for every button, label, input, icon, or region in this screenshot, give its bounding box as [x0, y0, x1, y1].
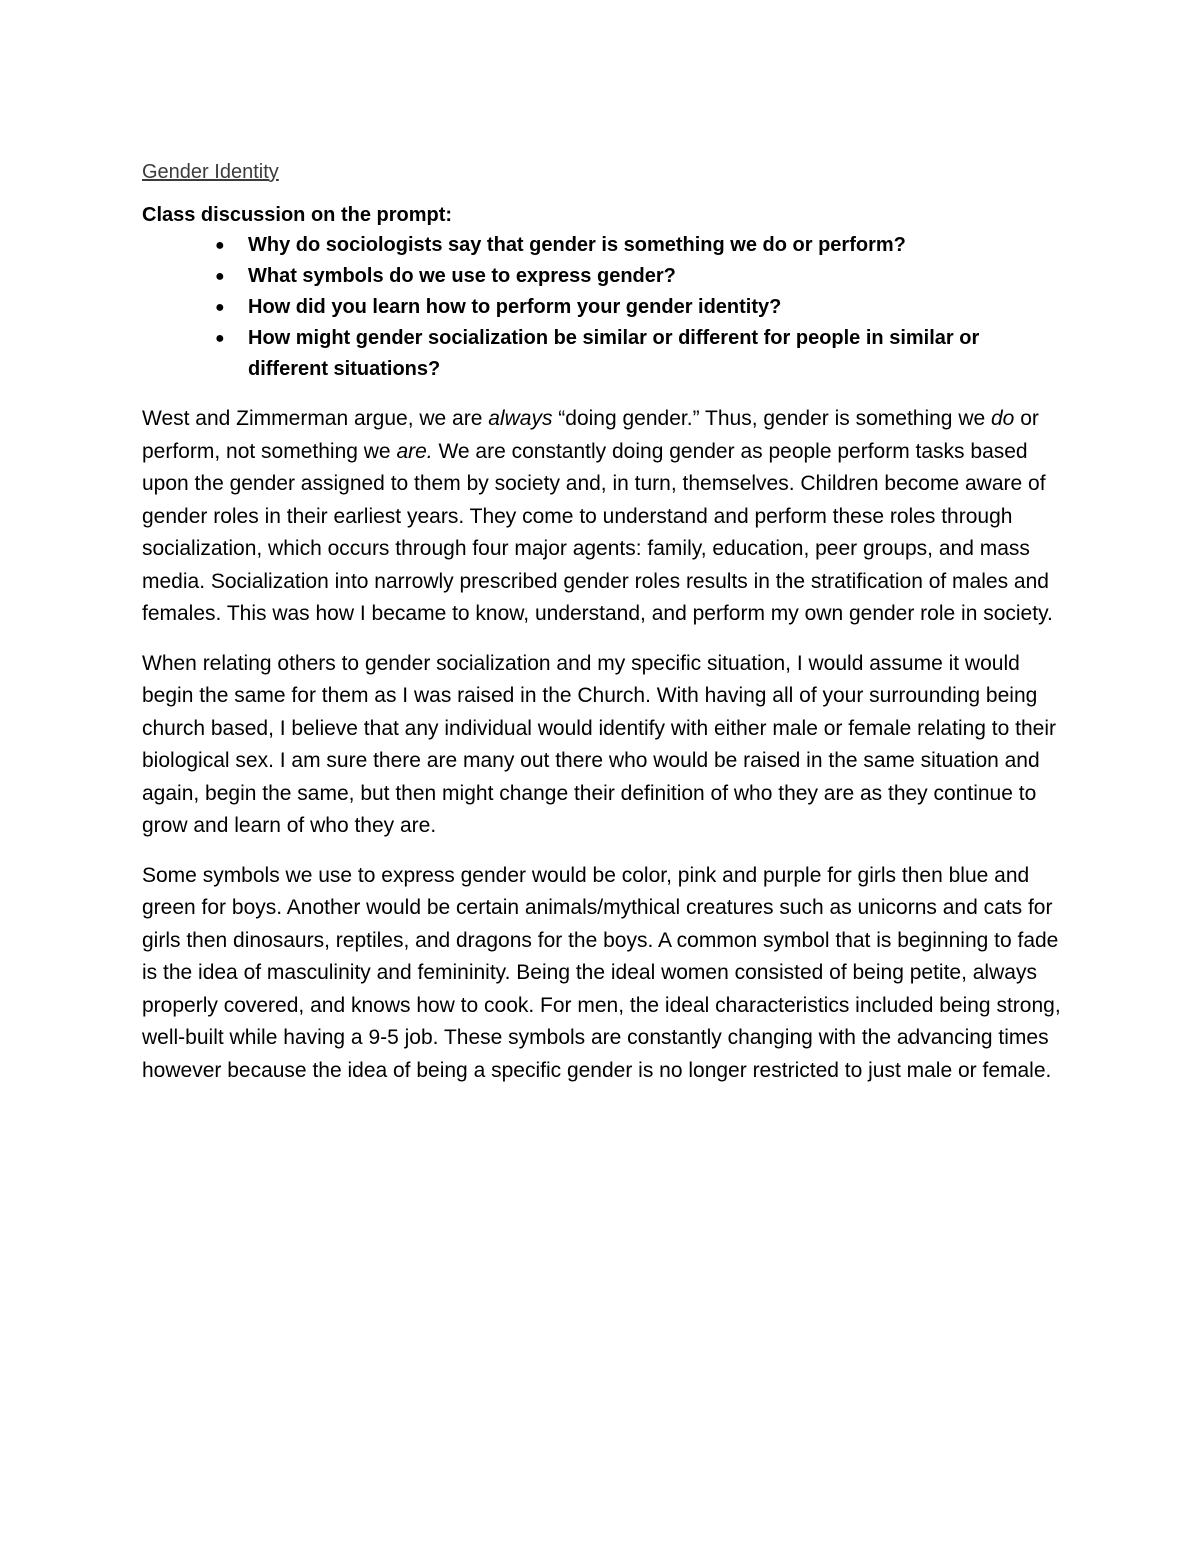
bullet-icon: ● — [215, 268, 225, 285]
paragraph-socialization: When relating others to gender socialization and my specific situation, I would assume it would begin the same for them as I was raised in the Church. With having all of your surrounding being church based, I believe that any individual would identify with either male or female relating to their biological sex. I am sure there are many out there who would be raised in the same situation and again, begin the same, but then might change their definition of who they are as they continue to grow and learn of who they are. — [142, 651, 1057, 837]
prompt-text: What symbols do we use to express gender? — [248, 265, 676, 287]
list-item — [215, 230, 1062, 261]
prompt-text: Why do sociologists say that gender is something we do or perform? — [248, 234, 906, 256]
document-title: Gender Identity — [142, 161, 279, 183]
italic-text: are. — [396, 439, 433, 463]
italic-text: do — [991, 407, 1015, 430]
paragraph-text: West and Zimmerman argue, we are — [142, 407, 489, 430]
list-item — [215, 323, 1062, 385]
list-item — [215, 261, 1062, 292]
prompt-text: How did you learn how to perform your gender identity? — [248, 296, 782, 318]
list-item — [215, 292, 1062, 323]
paragraph-text: “doing gender.” Thus, gender is something we — [552, 407, 991, 430]
prompt-text: How might gender socialization be similar or different for people in similar or different situations? — [248, 327, 980, 380]
italic-text: always — [488, 407, 553, 430]
paragraph-symbols: Some symbols we use to express gender would be color, pink and purple for girls then blue and green for boys. Another would be certain animals/mythical creatures such as unicorns and cats for girls then dinosaurs, reptiles, and dragons for the boys. A common symbol that is beginning to fade is the idea of masculinity and femininity. Being the ideal women consisted of being petite, always properly covered, and knows how to cook. For men, the ideal characteristics included being strong, well-built while having a 9-5 job. These symbols are constantly changing with the advancing times however because the idea of being a specific gender is no longer restricted to just male or female. — [142, 863, 1061, 1082]
paragraph-text: We are constantly doing gender as people perform tasks based upon the gender assigned to them by society and, in turn, themselves. Children become aware of gender roles in their earliest years. They come to understand and perform these roles through socialization, which occurs through four major agents: family, education, peer groups, and mass media. Socialization into narrowly prescribed gender roles results in the stratification of males and females. This was how I became to know, understand, and perform my own gender role in society. — [142, 439, 1053, 625]
bullet-icon: ● — [215, 330, 225, 347]
bullet-icon: ● — [215, 237, 225, 254]
bullet-icon: ● — [215, 299, 225, 316]
paragraph-doing-gender — [142, 403, 1062, 631]
prompt-list — [142, 230, 1062, 385]
document-page — [142, 158, 1062, 1104]
prompt-heading: Class discussion on the prompt: — [142, 204, 453, 226]
paragraph-text: or perform, not something we — [142, 407, 1039, 463]
